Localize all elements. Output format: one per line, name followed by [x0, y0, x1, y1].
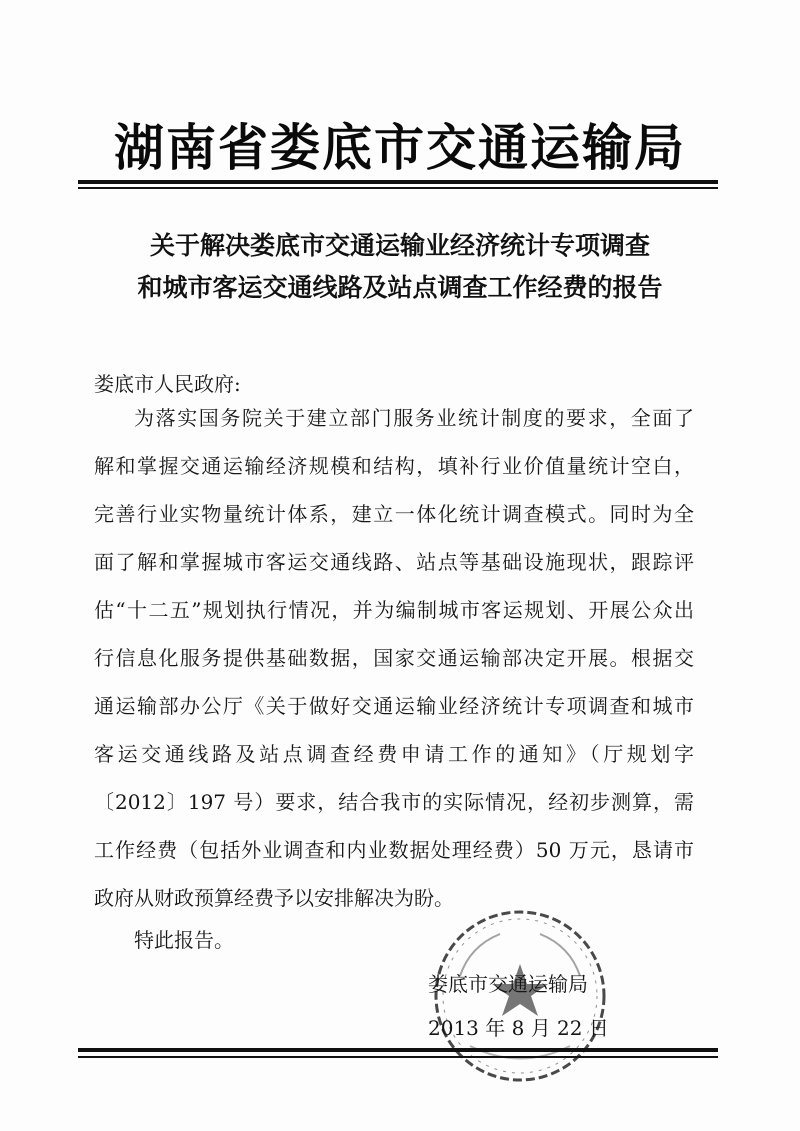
- document-date: 2013 年 8 月 22 日: [428, 1016, 609, 1040]
- header-divider-thick: [78, 180, 718, 184]
- body-line: 行信息化服务提供基础数据，国家交通运输部决定开展。根据交: [94, 646, 694, 670]
- body-line: 解和掌握交通运输经济规模和结构，填补行业价值量统计空白，: [94, 454, 694, 478]
- salutation: 娄底市人民政府:: [94, 372, 241, 396]
- document-title-line-2: 和城市客运交通线路及站点调查工作经费的报告: [137, 273, 663, 302]
- footer-divider-thick: [78, 1048, 718, 1052]
- issuing-authority-header: 湖南省娄底市交通运输局: [114, 118, 686, 177]
- body-line: 估“十二五”规划执行情况，并为编制城市客运规划、开展公众出: [94, 598, 694, 622]
- body-line: 完善行业实物量统计体系，建立一体化统计调查模式。同时为全: [94, 502, 694, 526]
- signature-organization: 娄底市交通运输局: [428, 972, 588, 996]
- body-line: 政府从财政预算经费予以安排解决为盼。: [94, 886, 454, 910]
- document-title-line-1: 关于解决娄底市交通运输业经济统计专项调查: [149, 231, 650, 260]
- body-line: 面了解和掌握城市客运交通线路、站点等基础设施现状，跟踪评: [94, 550, 694, 574]
- body-line: 〔2012〕197 号）要求，结合我市的实际情况，经初步测算，需: [94, 790, 694, 814]
- body-line: 客运交通线路及站点调查经费申请工作的通知》（厅规划字: [94, 742, 694, 766]
- header-divider-thin: [78, 187, 718, 189]
- body-line: 工作经费（包括外业调查和内业数据处理经费）50 万元，恳请市: [94, 838, 694, 862]
- body-line: 为落实国务院关于建立部门服务业统计制度的要求，全面了: [134, 406, 694, 430]
- body-line: 通运输部办公厅《关于做好交通运输业经济统计专项调查和城市: [94, 694, 694, 718]
- footer-divider-thin: [78, 1056, 718, 1058]
- closing-remark: 特此报告。: [134, 928, 234, 952]
